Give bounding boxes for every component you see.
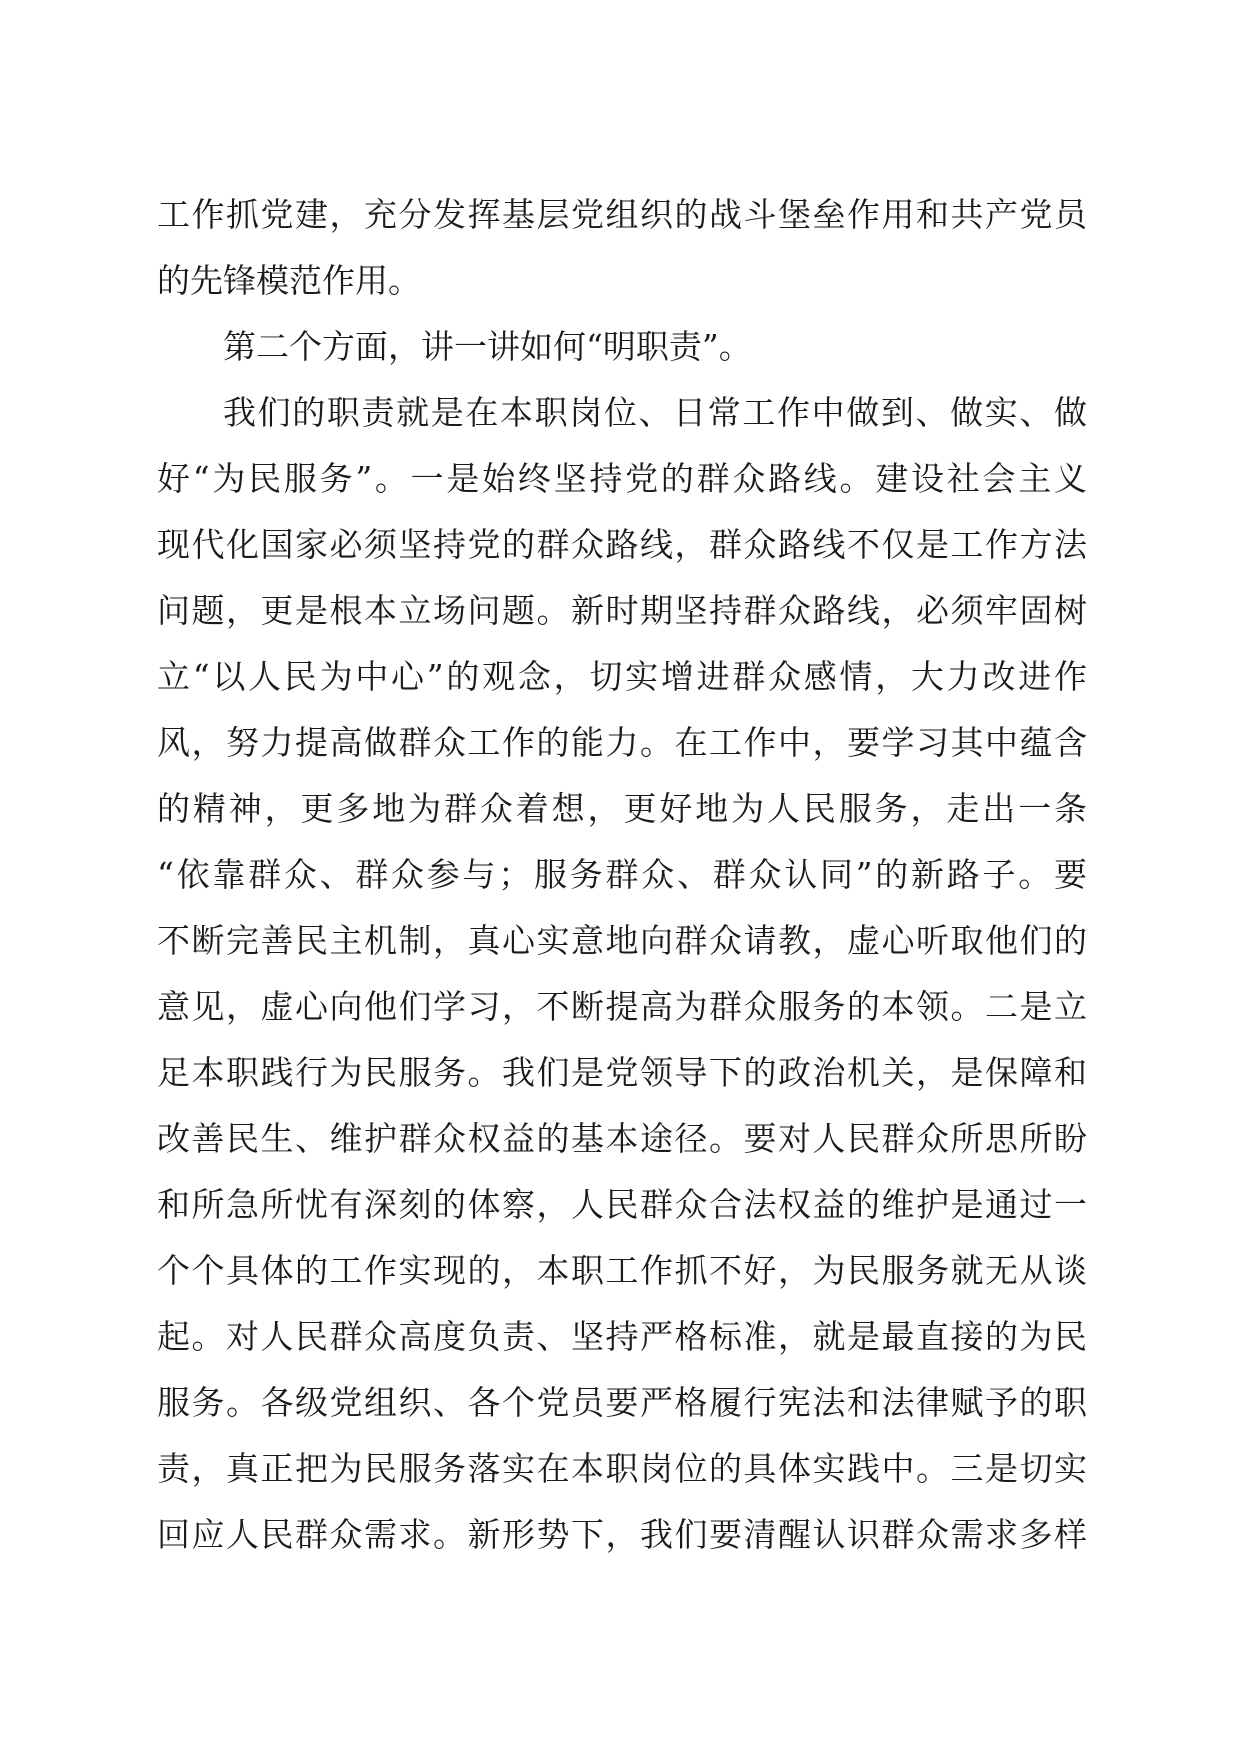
text-line: 的先锋模范作用。 [157,261,421,300]
text-line: 意见，虚心向他们学习，不断提高为群众服务的本领。二是立 [157,987,1087,1026]
text-line: 改善民生、维护群众权益的基本途径。要对人民群众所思所盼 [157,1119,1087,1158]
text-line: 起。对人民群众高度负责、坚持严格标准，就是最直接的为民 [157,1317,1087,1356]
text-line: 足本职践行为民服务。我们是党领导下的政治机关，是保障和 [157,1053,1087,1092]
text-line: 工作抓党建，充分发挥基层党组织的战斗堡垒作用和共产党员 [157,195,1087,234]
text-line: “依靠群众、群众参与；服务群众、群众认同”的新路子。要 [157,855,1087,894]
text-line: 个个具体的工作实现的，本职工作抓不好，为民服务就无从谈 [157,1251,1087,1290]
text-line: 风，努力提高做群众工作的能力。在工作中，要学习其中蕴含 [157,723,1087,762]
text-line: 立“以人民为中心”的观念，切实增进群众感情，大力改进作 [157,657,1087,696]
text-line: 回应人民群众需求。新形势下，我们要清醒认识群众需求多样 [157,1515,1087,1554]
text-line: 的精神，更多地为群众着想，更好地为人民服务，走出一条 [157,789,1087,828]
text-line: 责，真正把为民服务落实在本职岗位的具体实践中。三是切实 [157,1449,1087,1488]
text-line: 不断完善民主机制，真心实意地向群众请教，虚心听取他们的 [157,921,1087,960]
text-line: 问题，更是根本立场问题。新时期坚持群众路线，必须牢固树 [157,591,1087,630]
text-line: 好“为民服务”。一是始终坚持党的群众路线。建设社会主义 [157,459,1087,498]
text-line: 服务。各级党组织、各个党员要严格履行宪法和法律赋予的职 [157,1383,1087,1422]
text-line: 我们的职责就是在本职岗位、日常工作中做到、做实、做 [223,393,1087,432]
body-text [157,182,1087,1568]
section-heading: 第二个方面，讲一讲如何“明职责”。 [223,327,752,366]
text-line: 现代化国家必须坚持党的群众路线，群众路线不仅是工作方法 [157,525,1087,564]
text-line: 和所急所忧有深刻的体察，人民群众合法权益的维护是通过一 [157,1185,1087,1224]
